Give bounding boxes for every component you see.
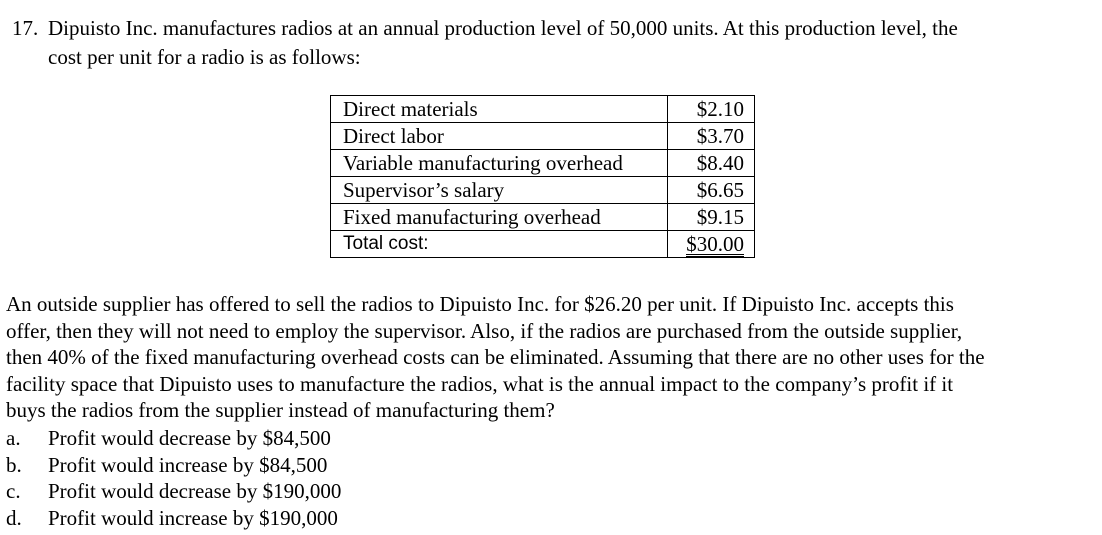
cost-table: [330, 95, 755, 258]
row-label: Fixed manufacturing overhead: [331, 204, 668, 231]
question-text-1: Dipuisto Inc. manufactures radios at an annual production level of 50,000 units. At this production level, the: [48, 16, 958, 40]
problem-paragraph: [6, 291, 1098, 424]
option-text: Profit would increase by $84,500: [48, 452, 328, 477]
option-b[interactable]: [6, 452, 341, 479]
option-d[interactable]: [6, 505, 341, 532]
option-text: Profit would decrease by $84,500: [48, 426, 331, 450]
paragraph-line: offer, then they will not need to employ the supervisor. Also, if the radios are purchased from the outside supplier,: [6, 318, 963, 343]
total-label: Total cost:: [331, 231, 668, 258]
option-a[interactable]: [6, 425, 341, 452]
question-line-1: [12, 14, 1092, 43]
row-value: $6.65: [668, 177, 755, 204]
option-text: Profit would increase by $190,000: [48, 505, 338, 530]
table-row: [331, 204, 755, 231]
question-header: [12, 14, 1092, 72]
row-label: Supervisor’s salary: [331, 177, 668, 204]
total-row: [331, 231, 755, 258]
row-label: Direct materials: [331, 96, 668, 123]
option-letter: a.: [6, 426, 21, 450]
table-row: [331, 96, 755, 123]
paragraph-line: buys the radios from the supplier instead of manufacturing them?: [6, 398, 555, 423]
question-line-2: cost per unit for a radio is as follows:: [48, 45, 361, 69]
total-value: $30.00: [686, 232, 744, 256]
row-value: $3.70: [668, 123, 755, 150]
total-value-cell: [668, 231, 755, 258]
option-letter: c.: [6, 479, 21, 504]
row-label: Direct labor: [331, 123, 668, 150]
paragraph-line: then 40% of the fixed manufacturing overhead costs can be eliminated. Assuming that there are no other uses for the: [6, 345, 985, 370]
answer-options: [6, 425, 341, 531]
row-value: $8.40: [668, 150, 755, 177]
option-c[interactable]: [6, 478, 341, 505]
table-row: [331, 177, 755, 204]
row-value: $2.10: [668, 96, 755, 123]
row-label: Variable manufacturing overhead: [331, 150, 668, 177]
option-text: Profit would decrease by $190,000: [48, 479, 342, 504]
option-letter: b.: [6, 452, 22, 477]
option-letter: d.: [6, 505, 22, 530]
row-value: $9.15: [668, 204, 755, 231]
table-row: [331, 150, 755, 177]
paragraph-line: facility space that Dipuisto uses to manufacture the radios, what is the annual impact to the company’s profit if it: [6, 371, 954, 396]
table-row: [331, 123, 755, 150]
paragraph-line: An outside supplier has offered to sell the radios to Dipuisto Inc. for $26.20 per unit. If Dipuisto Inc. accepts this: [6, 292, 954, 316]
question-number: 17.: [12, 16, 39, 40]
